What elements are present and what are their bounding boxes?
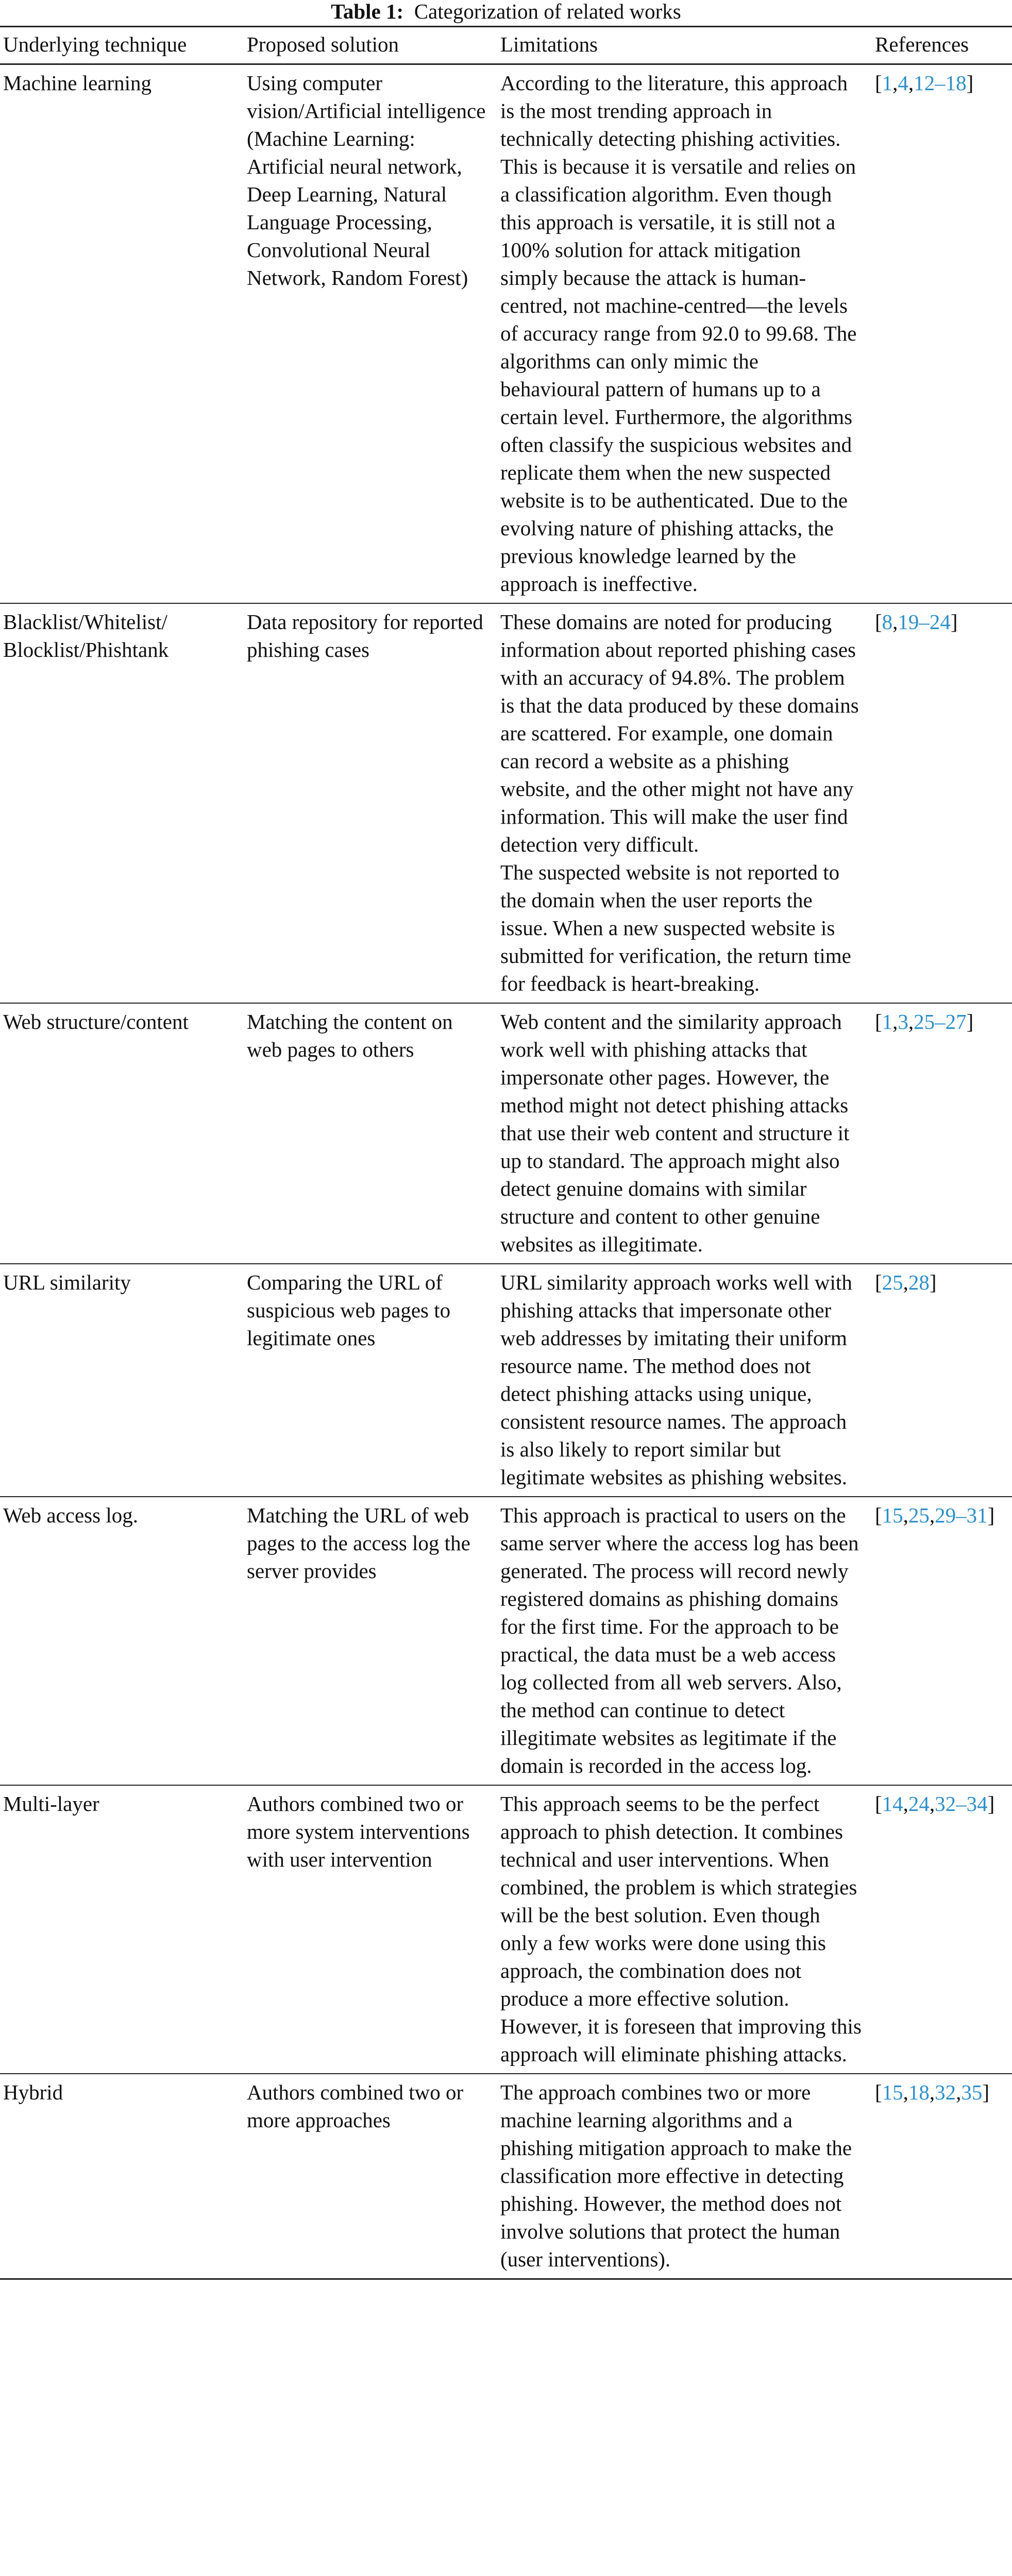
reference-link[interactable]: 8 [882, 610, 893, 634]
table-row [0, 1785, 1012, 2074]
ref-close-bracket: ] [987, 1503, 995, 1527]
header-technique: Underlying technique [3, 32, 187, 56]
ref-open-bracket: [ [875, 2080, 882, 2104]
reference-link[interactable]: 25–27 [914, 1010, 967, 1033]
reference-link[interactable]: 15 [882, 1503, 903, 1527]
cell-limitations: These domains are noted for producing information about reported phishing cases with an accuracy of 94.8%. The problem is that the data produced by these domains are scattered. For example, one domain can record a website as a phishing website, and the other might not have any information. This will make the user find detection very difficult. The suspected website is not reported to the domain when the user reports the issue. When a new suspected website is submitted for verification, the return time for feedback is heart-breaking. [500, 610, 859, 995]
cell-solution: Matching the URL of web pages to the access log the server provides [247, 1503, 470, 1583]
cell-limitations: URL similarity approach works well with phishing attacks that impersonate other web addresses by imitating their uniform resource name. The method does not detect phishing attacks using unique, consistent resource names. The approach is also likely to report similar but legitimate websites as phishing websites. [500, 1270, 852, 1489]
cell-solution: Data repository for reported phishing cases [247, 610, 483, 662]
ref-separator: , [903, 1270, 908, 1294]
ref-close-bracket: ] [987, 1792, 995, 1816]
cell-limitations: Web content and the similarity approach work well with phishing attacks that impersonate other pages. However, the method might not detect phishing attacks that use their web content and structure it up to standard. The approach might also detect genuine domains with similar structure and content to other genuine websites as illegitimate. [500, 1010, 850, 1256]
cell-solution: Authors combined two or more approaches [247, 2080, 464, 2132]
ref-separator: , [903, 1792, 908, 1816]
reference-link[interactable]: 18 [908, 2080, 930, 2104]
reference-link[interactable]: 1 [882, 1010, 893, 1033]
cell-limitations: This approach seems to be the perfect approach to phish detection. It combines technical and user interventions. When combined, the problem is which strategies will be the best solution. Even though only a few works were done using this approach, the combination does not produce a more effective solution. However, it is foreseen that improving this approach will eliminate phishing attacks. [500, 1792, 862, 2066]
related-works-table [0, 26, 1012, 2280]
cell-technique: Web structure/content [3, 1010, 189, 1033]
ref-open-bracket: [ [875, 1792, 882, 1816]
header-references: References [875, 32, 969, 56]
ref-open-bracket: [ [875, 610, 882, 634]
cell-technique: URL similarity [3, 1270, 131, 1294]
table-header [0, 27, 1012, 64]
ref-close-bracket: ] [966, 1010, 974, 1033]
table-row [0, 1264, 1012, 1497]
cell-limitations: This approach is practical to users on the same server where the access log has been generated. The process will record newly registered domains as phishing domains for the first time. For the approach to be practical, the data must be a web access log collected from all web servers. Also, the method can continue to detect illegitimate websites as legitimate if the domain is recorded in the access log. [500, 1503, 859, 1777]
ref-separator: , [956, 2080, 962, 2104]
header-limitations: Limitations [500, 32, 598, 56]
reference-link[interactable]: 28 [908, 1270, 930, 1294]
ref-close-bracket: ] [982, 2080, 990, 2104]
ref-close-bracket: ] [950, 610, 958, 634]
table-row [0, 1497, 1012, 1785]
table-row [0, 2074, 1012, 2279]
reference-link[interactable]: 15 [882, 2080, 903, 2104]
table-row [0, 603, 1012, 1003]
cell-technique: Hybrid [3, 2080, 63, 2104]
cell-references [872, 1497, 1012, 1785]
cell-technique: Web access log. [3, 1503, 138, 1527]
reference-link[interactable]: 14 [882, 1792, 903, 1816]
ref-separator: , [929, 1792, 935, 1816]
header-solution: Proposed solution [247, 32, 399, 56]
ref-separator: , [892, 1010, 898, 1033]
cell-references [872, 64, 1012, 604]
cell-technique: Blacklist/Whitelist/ Blocklist/Phishtank [3, 610, 169, 662]
reference-link[interactable]: 3 [898, 1010, 908, 1033]
reference-link[interactable]: 1 [882, 71, 893, 95]
cell-solution: Comparing the URL of suspicious web pages to legitimate ones [247, 1270, 451, 1350]
ref-open-bracket: [ [875, 1010, 882, 1033]
table-caption-title: Categorization of related works [414, 0, 681, 23]
ref-close-bracket: ] [929, 1270, 937, 1294]
reference-link[interactable]: 19–24 [898, 610, 951, 634]
reference-link[interactable]: 25 [908, 1503, 930, 1527]
ref-separator: , [892, 71, 898, 95]
table-caption-label: Table 1: [331, 0, 404, 23]
cell-solution: Authors combined two or more system interventions with user intervention [247, 1792, 470, 1871]
cell-references [872, 1003, 1012, 1264]
ref-open-bracket: [ [875, 71, 882, 95]
cell-limitations: The approach combines two or more machine learning algorithms and a phishing mitigation approach to make the classification more effective in detecting phishing. However, the method does not involve solutions that protect the human (user interventions). [500, 2080, 852, 2271]
ref-separator: , [908, 1010, 914, 1033]
cell-technique: Machine learning [3, 71, 152, 95]
cell-references [872, 603, 1012, 1003]
cell-solution: Matching the content on web pages to others [247, 1010, 453, 1061]
table-caption [0, 0, 1012, 26]
cell-references [872, 1785, 1012, 2074]
cell-references [872, 1264, 1012, 1497]
reference-link[interactable]: 32 [935, 2080, 956, 2104]
cell-references [872, 2074, 1012, 2279]
ref-close-bracket: ] [966, 71, 974, 95]
cell-technique: Multi-layer [3, 1792, 99, 1816]
table-body [0, 64, 1012, 2279]
ref-separator: , [892, 610, 898, 634]
reference-link[interactable]: 32–34 [935, 1792, 988, 1816]
ref-separator: , [929, 2080, 935, 2104]
table-row [0, 1003, 1012, 1264]
header-row [0, 27, 1012, 64]
ref-separator: , [903, 1503, 908, 1527]
table-row [0, 64, 1012, 604]
reference-link[interactable]: 29–31 [935, 1503, 988, 1527]
ref-separator: , [908, 71, 914, 95]
reference-link[interactable]: 12–18 [914, 71, 967, 95]
ref-separator: , [929, 1503, 935, 1527]
reference-link[interactable]: 4 [898, 71, 908, 95]
ref-open-bracket: [ [875, 1270, 882, 1294]
cell-limitations: According to the literature, this approach is the most trending approach in technically detecting phishing activities. This is because it is versatile and relies on a classification algorithm. Even though this approach is versatile, it is still not a 100% solution for attack mitigation simply because the attack is human-centred, not machine-centred—the levels of accuracy range from 92.0 to 99.68. The algorithms can only mimic the behavioural pattern of humans up to a certain level. Furthermore, the algorithms often classify the suspicious websites and replicate them when the new suspected website is to be authenticated. Due to the evolving nature of phishing attacks, the previous knowledge learned by the approach is ineffective. [500, 71, 857, 596]
reference-link[interactable]: 35 [961, 2080, 983, 2104]
reference-link[interactable]: 24 [908, 1792, 930, 1816]
reference-link[interactable]: 25 [882, 1270, 903, 1294]
ref-open-bracket: [ [875, 1503, 882, 1527]
ref-separator: , [903, 2080, 908, 2104]
cell-solution: Using computer vision/Artificial intelligence (Machine Learning: Artificial neural network, Deep Learning, Natural Language Processing, Convolutional Neural Network, Random Forest) [247, 71, 486, 290]
